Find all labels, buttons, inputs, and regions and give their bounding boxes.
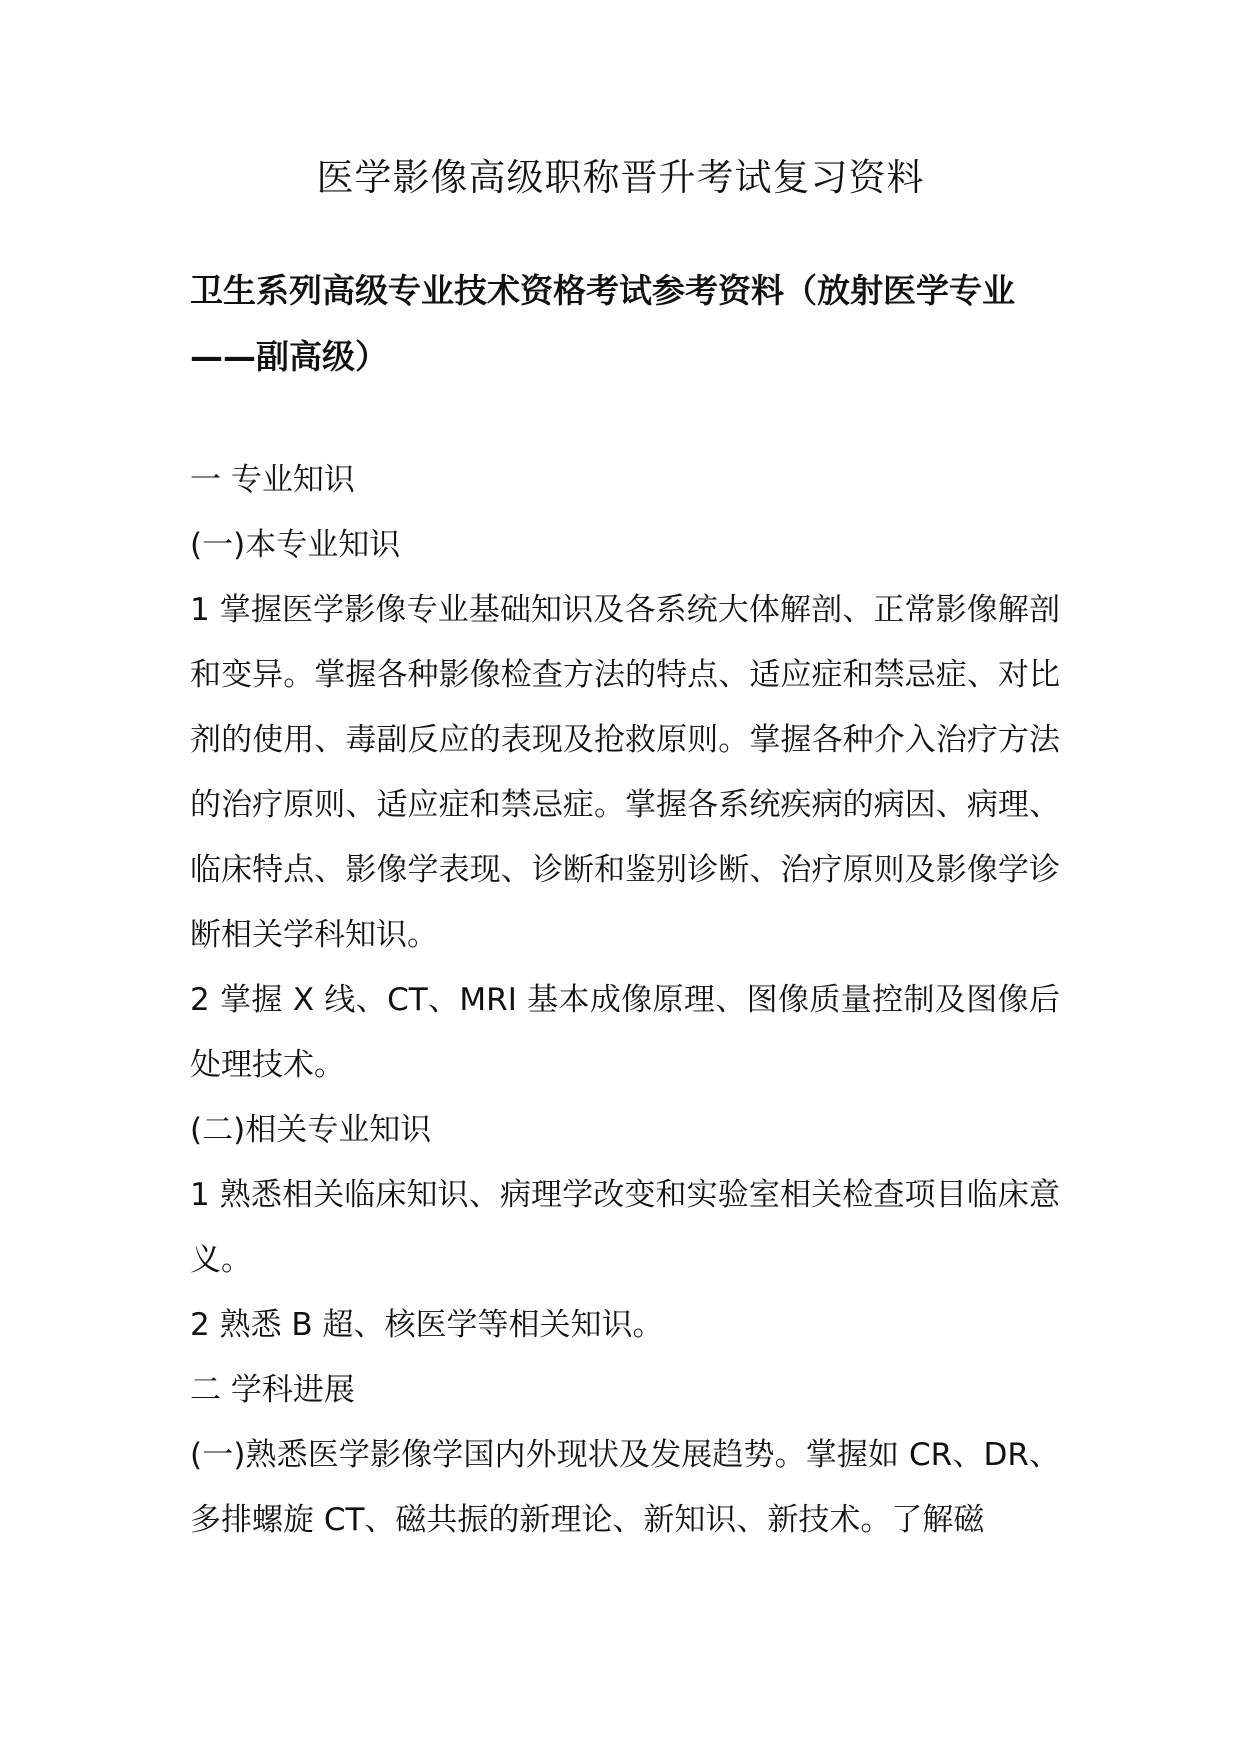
document-body — [190, 448, 1060, 1553]
section-heading-discipline-progress: 二 学科进展 — [190, 1372, 355, 1408]
paragraph-clinical-knowledge: 1 熟悉相关临床知识、病理学改变和实验室相关检查项目临床意义。 — [190, 1177, 1060, 1278]
paragraph-ultrasound-nuclear: 2 熟悉 B 超、核医学等相关知识。 — [190, 1307, 664, 1343]
document-title: 医学影像高级职称晋升考试复习资料 — [316, 156, 925, 199]
paragraph-imaging-principles: 2 掌握 X 线、CT、MRI 基本成像原理、图像质量控制及图像后处理技术。 — [190, 982, 1060, 1083]
paragraph-basic-knowledge: 1 掌握医学影像专业基础知识及各系统大体解剖、正常影像解剖和变异。掌握各种影像检查方法的特点、适应症和禁忌症、对比剂的使用、毒副反应的表现及抢救原则。掌握各种介入治疗方法的治疗原则、适应症和禁忌症。掌握各系统疾病的病因、病理、临床特点、影像学表现、诊断和鉴别诊断、治疗原则及影像学诊断相关学科知识。 — [190, 592, 1060, 953]
paragraph-current-status: (一)熟悉医学影像学国内外现状及发展趋势。掌握如 CR、DR、多排螺旋 CT、磁共振的新理论、新知识、新技术。了解磁 — [190, 1437, 1060, 1538]
document-subtitle: 卫生系列高级专业技术资格考试参考资料（放射医学专业——副高级） — [190, 271, 1015, 376]
section-heading-professional-knowledge: 一 专业知识 — [190, 462, 355, 498]
subsection-heading-own-specialty: (一)本专业知识 — [190, 527, 401, 563]
subsection-heading-related-specialty: (二)相关专业知识 — [190, 1112, 432, 1148]
